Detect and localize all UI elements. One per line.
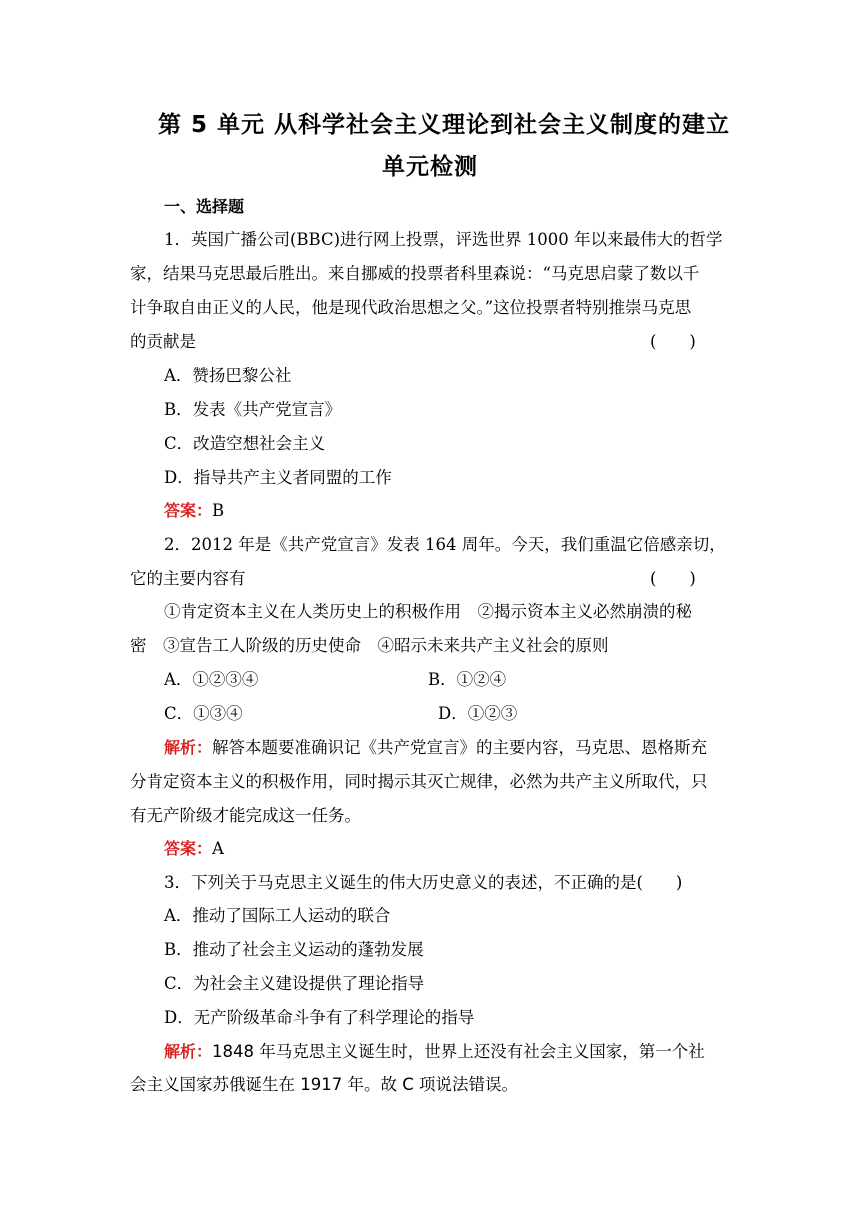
- q2-statements-1: ①肯定资本主义在人类历史上的积极作用 ②揭示资本主义必然崩溃的秘: [164, 602, 692, 621]
- q2-answer: [164, 838, 224, 860]
- q2-statements-2: 密 ③宣告工人阶级的历史使命 ④昭示未来共产主义社会的原则: [130, 636, 609, 655]
- q2-answer-label: 答案：: [164, 839, 213, 858]
- q2-line-1: 2．2012 年是《共产党宣言》发表 164 周年。今天，我们重温它倍感亲切，: [164, 535, 726, 554]
- q1-answer-value: B: [212, 501, 225, 520]
- q3-option-b: B．推动了社会主义运动的蓬勃发展: [164, 940, 424, 959]
- page-subtitle: 单元检测: [382, 154, 478, 180]
- q3-option-d: D．无产阶级革命斗争有了科学理论的指导: [164, 1008, 475, 1027]
- q2-option-b: B．①②④: [428, 670, 507, 689]
- q1-option-c: C．改造空想社会主义: [164, 434, 326, 453]
- q2-option-d: D．①②③: [438, 704, 518, 723]
- q3-line-1: 3．下列关于马克思主义诞生的伟大历史意义的表述，不正确的是( ): [164, 873, 683, 892]
- q1-line-3: 计争取自由正义的人民，他是现代政治思想之父。”这位投票者特别推崇马克思: [130, 298, 692, 317]
- q1-line-4: 的贡献是: [130, 332, 196, 351]
- q3-explanation-2: 会主义国家苏俄诞生在 1917 年。故 C 项说法错误。: [130, 1075, 518, 1094]
- q2-explanation-label: 解析：: [164, 738, 213, 757]
- q2-option-a: A．①②③④: [164, 670, 259, 689]
- page-title: 第 5 单元 从科学社会主义理论到社会主义制度的建立: [157, 112, 730, 138]
- q3-explanation-text-1: 1848 年马克思主义诞生时，世界上还没有社会主义国家，第一个社: [212, 1042, 705, 1061]
- q3-explanation-1: [164, 1041, 705, 1063]
- q3-explanation-label: 解析：: [164, 1042, 213, 1061]
- q2-answer-bracket: ( ): [650, 569, 696, 588]
- q2-explanation-1: [164, 737, 707, 759]
- q1-answer-bracket: ( ): [650, 332, 696, 351]
- q1-option-a: A．赞扬巴黎公社: [164, 366, 292, 385]
- q3-option-a: A．推动了国际工人运动的联合: [164, 906, 391, 925]
- q2-answer-value: A: [212, 839, 224, 858]
- q1-answer: [164, 500, 224, 522]
- q1-line-2: 家，结果马克思最后胜出。来自挪威的投票者科里森说：“马克思启蒙了数以千: [130, 264, 700, 283]
- q2-explanation-2: 分肯定资本主义的积极作用，同时揭示其灭亡规律，必然为共产主义所取代，只: [130, 772, 708, 791]
- q1-option-b: B．发表《共产党宣言》: [164, 400, 342, 419]
- section-heading: 一、选择题: [164, 197, 245, 216]
- q2-option-c: C．①③④: [164, 704, 243, 723]
- q2-explanation-3: 有无产阶级才能完成这一任务。: [130, 806, 361, 825]
- q1-line-1: 1．英国广播公司(BBC)进行网上投票，评选世界 1000 年以来最伟大的哲学: [164, 230, 723, 249]
- q1-answer-label: 答案：: [164, 501, 213, 520]
- q3-option-c: C．为社会主义建设提供了理论指导: [164, 974, 425, 993]
- q1-option-d: D．指导共产主义者同盟的工作: [164, 468, 392, 487]
- q2-line-2: 它的主要内容有: [130, 569, 246, 588]
- q2-explanation-text-1: 解答本题要准确识记《共产党宣言》的主要内容，马克思、恩格斯充: [212, 738, 708, 757]
